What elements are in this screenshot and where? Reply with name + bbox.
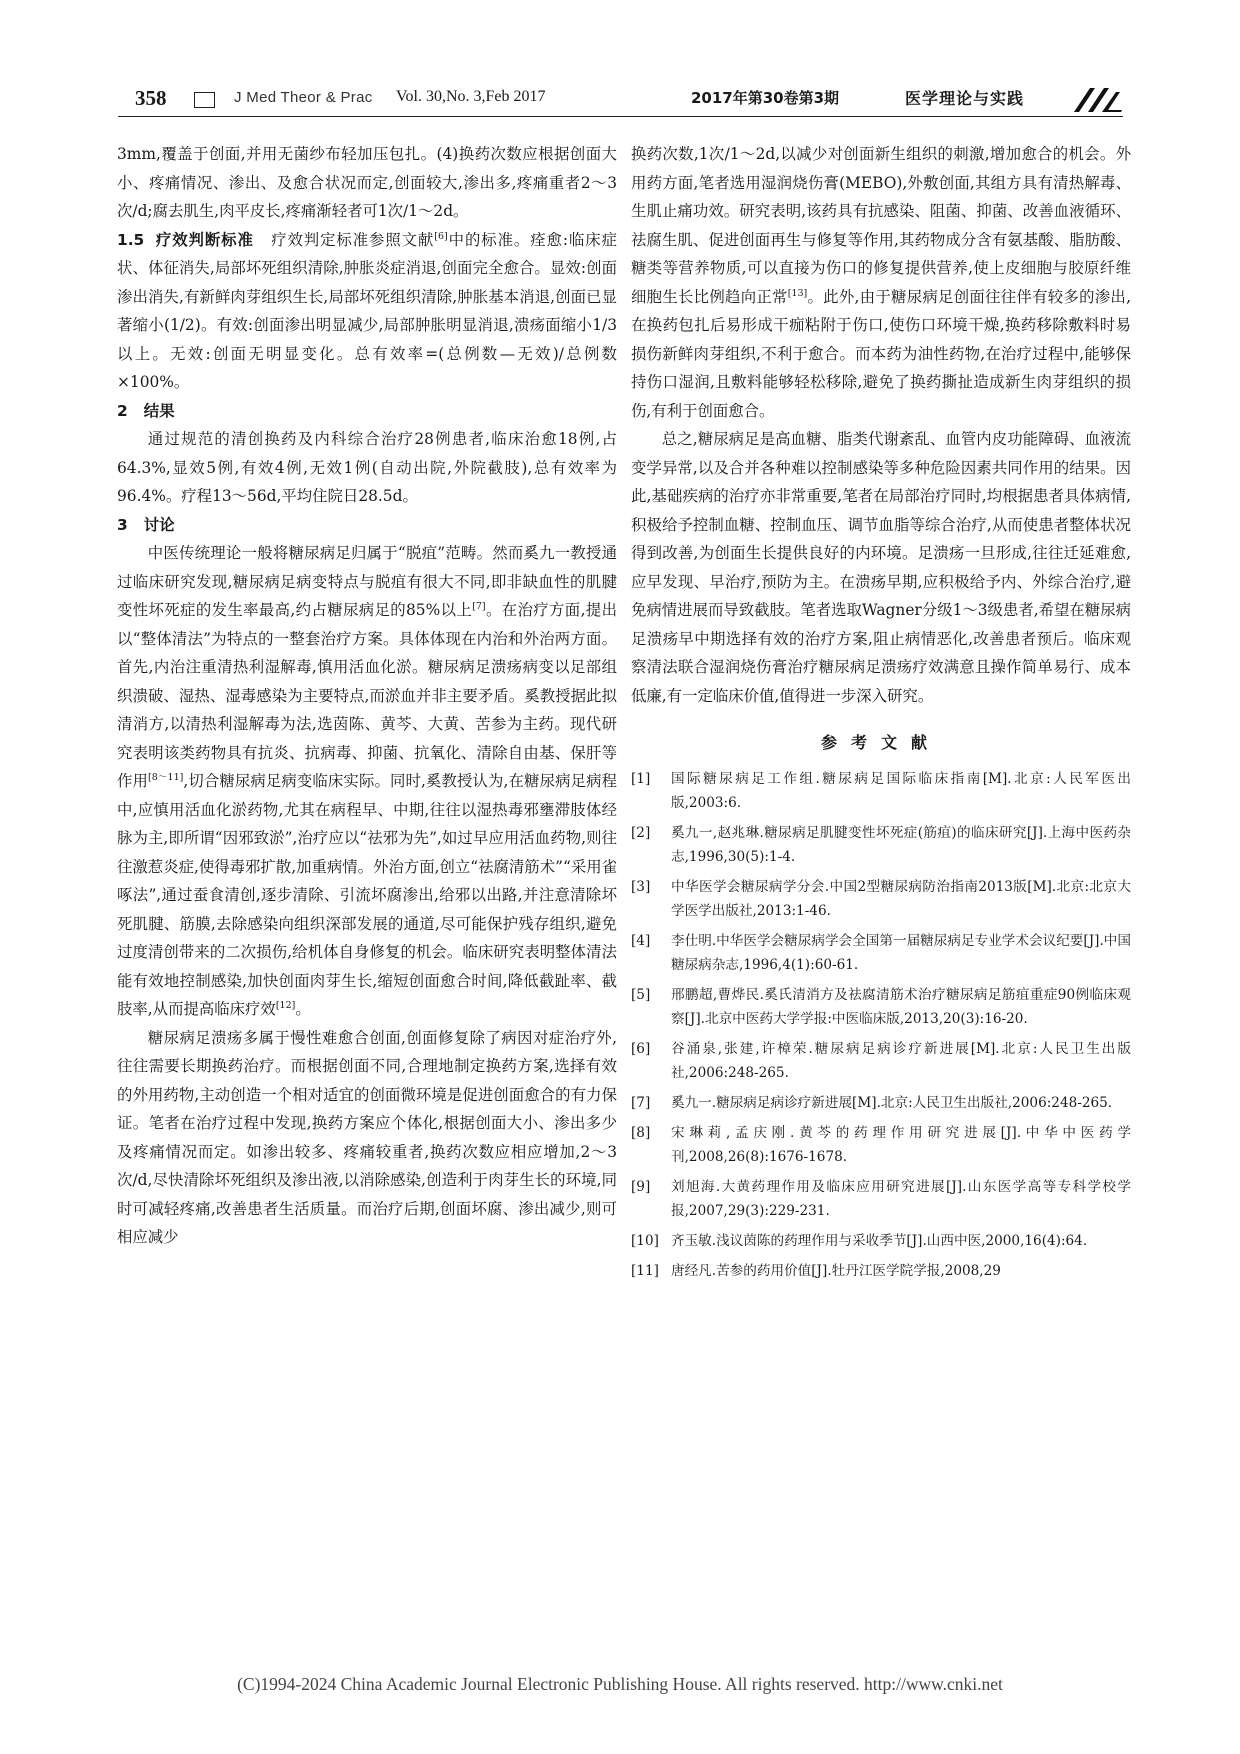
journal-name-cn: 医学理论与实践 bbox=[905, 89, 1025, 108]
reference-number: [2] bbox=[631, 825, 651, 841]
reference-number: [3] bbox=[631, 879, 651, 895]
section-3-heading bbox=[117, 511, 617, 540]
header-box-mark bbox=[194, 92, 215, 108]
reference-number: [8] bbox=[631, 1125, 651, 1141]
section-heading: 结果 bbox=[143, 401, 175, 420]
volume-info: Vol. 30,No. 3,Feb 2017 bbox=[396, 88, 546, 105]
journal-name-en: J Med Theor & Prac bbox=[234, 89, 373, 106]
section-heading: 讨论 bbox=[143, 515, 175, 534]
reference-text: 唐经凡.苦参的药用价值[J].牡丹江医学院学报,2008,29 bbox=[671, 1263, 1001, 1279]
left-column bbox=[117, 140, 617, 1252]
paragraph-conclusion: 总之,糖尿病足是高血糖、脂类代谢紊乱、血管内皮功能障碍、血液流变学异常,以及合并各种难以控制感染等多种危险因素共同作用的结果。因此,基础疾病的治疗亦非常重要,笔者在局部治疗同时,均根据患者具体病情,积极给予控制血糖、控制血压、调节血脂等综合治疗,从而使患者整体状况得到改善,为创面生长提供良好的内环境。足溃疡一旦形成,往往迁延难愈,应早发现、早治疗,预防为主。在溃疡早期,应积极给予内、外综合治疗,避免病情进展而导致截肢。笔者选取Wagner分级1～3级患者,希望在糖尿病足溃疡早中期选择有效的治疗方案,阻止病情恶化,改善患者预后。临床观察清法联合湿润烧伤膏治疗糖尿病足溃疡疗效满意且操作简单易行、成本低廉,有一定临床价值,值得进一步深入研究。 bbox=[631, 430, 1131, 705]
paragraph-text: 疗效判定标准参照文献 bbox=[271, 230, 435, 249]
citation: [6] bbox=[434, 230, 448, 242]
reference-item bbox=[631, 821, 1131, 869]
reference-text: 国际糖尿病足工作组.糖尿病足国际临床指南[M].北京:人民军医出版,2003:6. bbox=[671, 771, 1131, 811]
section-heading: 疗效判断标准 bbox=[155, 230, 254, 249]
paragraph-text: 中医传统理论一般将糖尿病足归属于“脱疽”范畴。然而奚九一教授通过临床研究发现,糖尿病足病变特点与脱疽有很大不同,即非缺血性的肌腱变性坏死症的发生率最高,约占糖尿病足的85%以上 bbox=[117, 544, 617, 619]
citation: [12] bbox=[275, 999, 296, 1011]
paragraph-results: 通过规范的清创换药及内科综合治疗28例患者,临床治愈18例,占64.3%,显效5例,有效4例,无效1例(自动出院,外院截肢),总有效率为96.4%。疗程13～56d,平均住院日28.5d。 bbox=[117, 430, 617, 505]
paragraph-text: 。此外,由于糖尿病足创面往往伴有较多的渗出,在换药包扎后易形成干痂粘附于伤口,使伤口环境干燥,换药移除敷料时易损伤新鲜肉芽组织,不利于愈合。而本药为油性药物,在治疗过程中,能够保持伤口湿润,且敷料能够轻松移除,避免了换药撕扯造成新生肉芽组织的损伤,有利于创面愈合。 bbox=[631, 287, 1131, 420]
right-column bbox=[631, 140, 1131, 1289]
reference-item bbox=[631, 929, 1131, 977]
reference-item bbox=[631, 1229, 1131, 1253]
paragraph-text: 。 bbox=[295, 1000, 311, 1018]
reference-text: 宋琳莉,孟庆刚.黄芩的药理作用研究进展[J].中华中医药学刊,2008,26(8):1676-1678. bbox=[671, 1125, 1131, 1165]
paragraph-discussion-2: 糖尿病足溃疡多属于慢性难愈合创面,创面修复除了病因对症治疗外,往往需要长期换药治疗。而根据创面不同,合理地制定换药方案,选择有效的外用药物,主动创造一个相对适宜的创面微环境是促进创面愈合的有力保证。笔者在治疗过程中发现,换药方案应个体化,根据创面大小、渗出多少及疼痛情况而定。如渗出较多、疼痛较重者,换药次数应相应增加,2～3次/d,尽快清除坏死组织及渗出液,以消除感染,创造利于肉芽生长的环境,同时可减轻疼痛,改善患者生活质量。而治疗后期,创面坏腐、渗出减少,则可相应减少 bbox=[117, 1028, 617, 1246]
reference-number: [9] bbox=[631, 1179, 651, 1195]
paragraph-text: 换药次数,1次/1～2d,以减少对创面新生组织的刺激,增加愈合的机会。外用药方面,笔者选用湿润烧伤膏(MEBO),外敷创面,其组方具有清热解毒、生肌止痛功效。研究表明,该药具有抗感染、阻菌、抑菌、改善血液循环、祛腐生肌、促进创面再生与修复等作用,其药物成分含有氨基酸、脂肪酸、糖类等营养物质,可以直接为伤口的修复提供营养,使上皮细胞与胶原纤维细胞生长比例趋向正常 bbox=[631, 145, 1131, 306]
citation: [13] bbox=[787, 287, 808, 299]
reference-number: [1] bbox=[631, 771, 651, 787]
reference-text: 齐玉敏.浅议茵陈的药理作用与采收季节[J].山西中医,2000,16(4):64. bbox=[671, 1233, 1088, 1249]
reference-text: 谷涌泉,张建,许樟荣.糖尿病足病诊疗新进展[M].北京:人民卫生出版社,2006:248-265. bbox=[671, 1041, 1131, 1081]
citation: [8～11] bbox=[148, 771, 184, 783]
citation: [7] bbox=[472, 600, 486, 612]
reference-item bbox=[631, 1175, 1131, 1223]
reference-text: 刘旭海.大黄药理作用及临床应用研究进展[J].山东医学高等专科学校学报,2007,29(3):229-231. bbox=[671, 1179, 1131, 1219]
reference-number: [10] bbox=[631, 1233, 659, 1249]
paragraph-text: 中的标准。痊愈:临床症状、体征消失,局部坏死组织清除,肿胀炎症消退,创面完全愈合。显效:创面渗出消失,有新鲜肉芽组织生长,局部坏死组织清除,肿胀基本消退,创面已显著缩小(1/2)。有效:创面渗出明显减少,局部肿胀明显消退,溃疡面缩小1/3以上。无效:创面无明显变化。总有效率=(总例数—无效)/总例数×100%。 bbox=[117, 230, 617, 391]
reference-text: 奚九一,赵兆琳.糖尿病足肌腱变性坏死症(筋疽)的临床研究[J].上海中医药杂志,1996,30(5):1-4. bbox=[671, 825, 1131, 865]
header-rule bbox=[118, 116, 1123, 117]
reference-list bbox=[631, 767, 1131, 1283]
reference-text: 李仕明.中华医学会糖尿病学会全国第一届糖尿病足专业学术会议纪要[J].中国糖尿病杂志,1996,4(1):60-61. bbox=[671, 933, 1131, 973]
reference-item bbox=[631, 1259, 1131, 1283]
paragraph-mebo bbox=[631, 140, 1131, 425]
references-heading: 参考文献 bbox=[820, 733, 941, 752]
section-2-heading bbox=[117, 397, 617, 426]
running-header bbox=[118, 84, 1123, 118]
reference-text: 中华医学会糖尿病学分会.中国2型糖尿病防治指南2013版[M].北京:北京大学医学出版社,2013:1-46. bbox=[671, 879, 1131, 919]
reference-item bbox=[631, 767, 1131, 815]
reference-number: [11] bbox=[631, 1263, 659, 1279]
reference-item bbox=[631, 875, 1131, 923]
reference-item bbox=[631, 1037, 1131, 1085]
paragraph-dressing-frequency: 3mm,覆盖于创面,并用无菌纱布轻加压包扎。(4)换药次数应根据创面大小、疼痛情况、渗出、及愈合状况而定,创面较大,渗出多,疼痛重者2～3次/d;腐去肌生,肉平皮长,疼痛渐轻者可1次/1～2d。 bbox=[117, 145, 617, 220]
paragraph-discussion-1 bbox=[117, 539, 617, 1024]
section-number: 2 bbox=[117, 401, 128, 420]
reference-number: [4] bbox=[631, 933, 651, 949]
paragraph-text: ,切合糖尿病足病变临床实际。同时,奚教授认为,在糖尿病足病程中,应慎用活血化淤药物,尤其在病程早、中期,往往以湿热毒邪壅滞肢体经脉为主,即所谓“因邪致淤”,治疗应以“祛邪为先”,如过早应用活血药物,则往往激惹炎症,使得毒邪扩散,加重病情。外治方面,创立“祛腐清筋术”“采用雀啄法”,通过蚕食清创,逐步清除、引流坏腐渗出,给邪以出路,并注意清除坏死肌腱、筋膜,去除感染向组织深部发展的通道,尽可能保护残存组织,避免过度清创带来的二次损伤,给机体自身修复的机会。临床研究表明整体清法能有效地控制感染,加快创面肉芽生长,缩短创面愈合时间,降低截趾率、截肢率,从而提高临床疗效 bbox=[117, 772, 618, 1018]
section-1-5-paragraph bbox=[117, 226, 617, 397]
copyright-footer: (C)1994-2024 China Academic Journal Electronic Publishing House. All rights reserved. http://www.cnki.net bbox=[237, 1674, 1003, 1694]
reference-text: 邢鹏超,曹烨民.奚氏清消方及祛腐清筋术治疗糖尿病足筋疽重症90例临床观察[J].北京中医药大学学报:中医临床版,2013,20(3):16-20. bbox=[671, 987, 1131, 1027]
reference-item bbox=[631, 1091, 1131, 1115]
reference-number: [6] bbox=[631, 1041, 651, 1057]
section-number: 1.5 bbox=[117, 230, 145, 249]
issue-info-cn: 2017年第30卷第3期 bbox=[691, 89, 840, 107]
reference-number: [5] bbox=[631, 987, 651, 1003]
reference-item bbox=[631, 983, 1131, 1031]
section-number: 3 bbox=[117, 515, 128, 534]
journal-logo-icon bbox=[1068, 82, 1126, 116]
paragraph-text: 。在治疗方面,提出以“整体清法”为特点的一整套治疗方案。具体体现在内治和外治两方面。首先,内治注重清热利湿解毒,慎用活血化淤。糖尿病足溃疡病变以足部组织溃破、湿热、湿毒感染为主要特点,而淤血并非主要矛盾。奚教授据此拟清消方,以清热利湿解毒为法,选茵陈、黄芩、大黄、苦参为主药。现代研究表明该类药物具有抗炎、抗病毒、抑菌、抗氧化、清除自由基、保肝等作用 bbox=[117, 601, 617, 790]
page-number: 358 bbox=[135, 86, 167, 110]
reference-item bbox=[631, 1121, 1131, 1169]
reference-number: [7] bbox=[631, 1095, 651, 1111]
reference-text: 奚九一.糖尿病足病诊疗新进展[M].北京:人民卫生出版社,2006:248-265. bbox=[671, 1095, 1113, 1111]
